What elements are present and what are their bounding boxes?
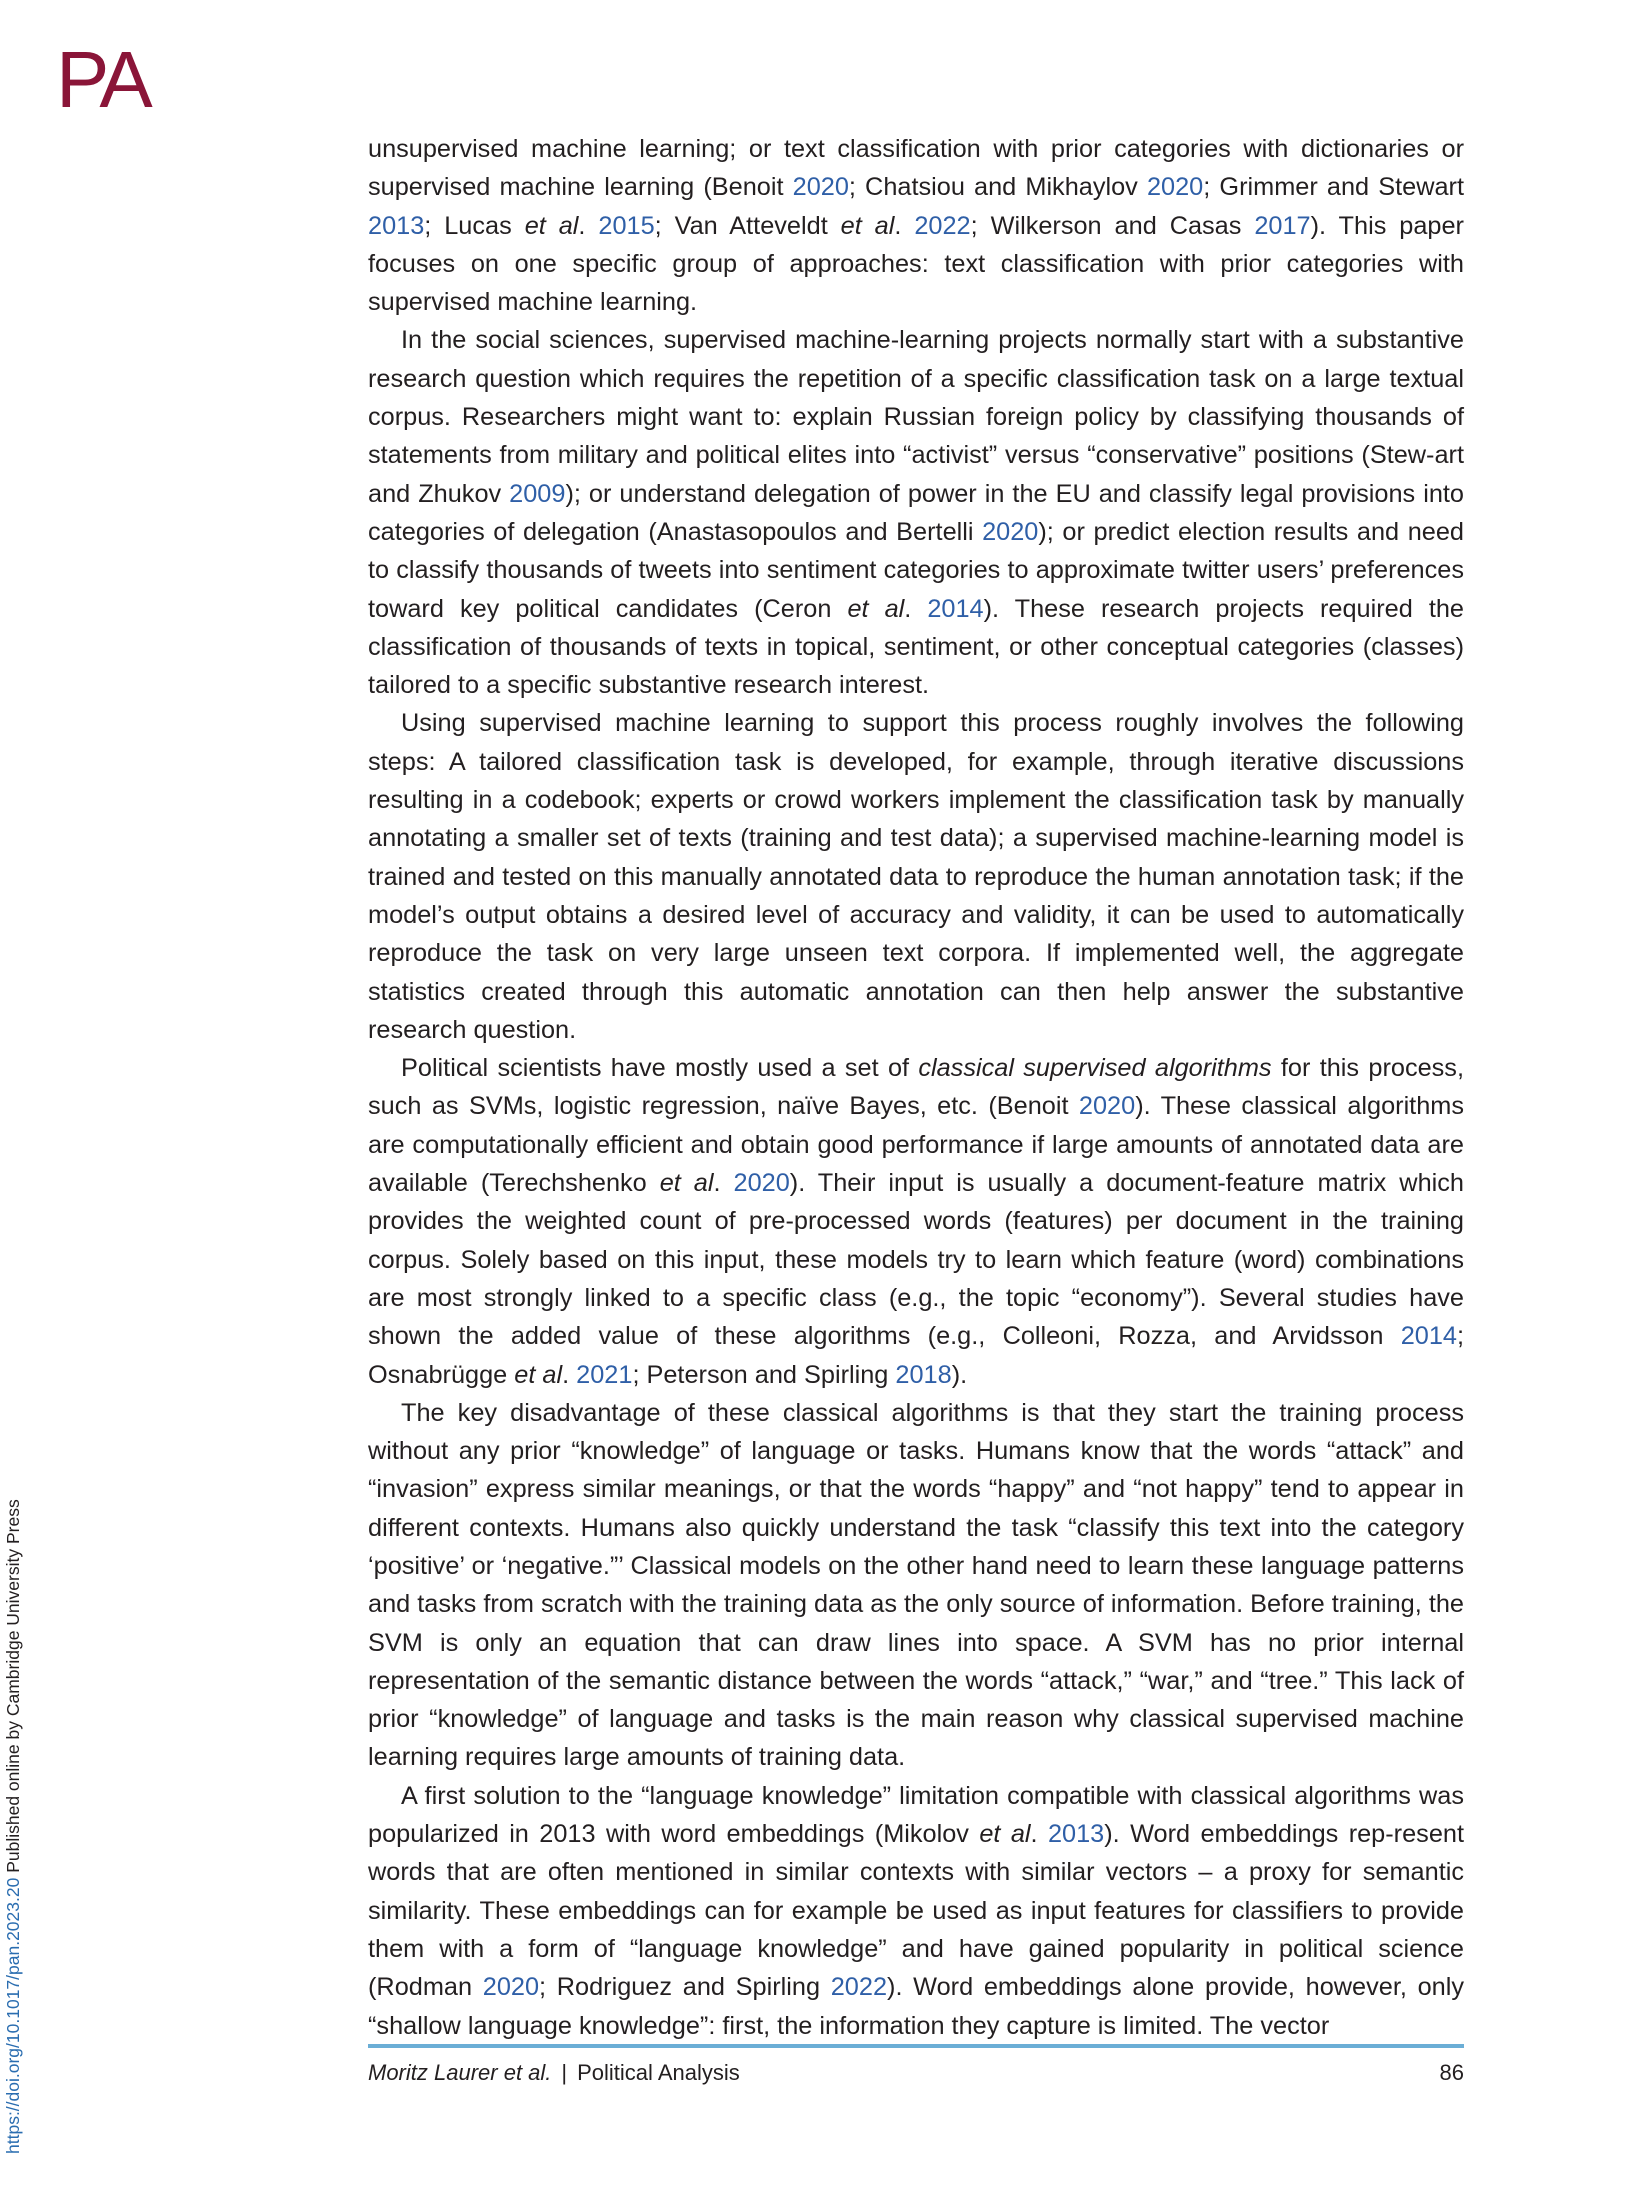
text-run: . bbox=[578, 211, 599, 240]
citation-year-link[interactable]: 2020 bbox=[1146, 173, 1204, 202]
text-run: ; Wilkerson and Casas bbox=[970, 211, 1255, 240]
citation-year-link[interactable]: 2021 bbox=[576, 1360, 633, 1389]
text-run: ; Van Atteveldt bbox=[654, 211, 841, 240]
italic-text: et al bbox=[659, 1169, 714, 1198]
text-run: ; Rodriguez and Spirling bbox=[539, 1973, 831, 2002]
paragraph-4 bbox=[368, 1049, 1464, 1394]
citation-year-link[interactable]: 2014 bbox=[927, 594, 984, 623]
text-run: ; Chatsiou and Mikhaylov bbox=[848, 173, 1147, 202]
footer-separator: | bbox=[561, 2060, 568, 2085]
citation-year-link[interactable]: 2009 bbox=[509, 479, 566, 508]
paragraph-3 bbox=[368, 704, 1464, 1049]
italic-text: classical supervised algorithms bbox=[918, 1054, 1272, 1083]
citation-year-link[interactable]: 2013 bbox=[368, 211, 425, 240]
citation-year-link[interactable]: 2014 bbox=[1400, 1322, 1457, 1351]
italic-text: et al bbox=[514, 1360, 563, 1389]
text-run: . bbox=[713, 1169, 734, 1198]
text-run: ). Word embeddings alone provide, however, only “shallow language knowledge”: first, the information they capture is limited. The vector bbox=[368, 1973, 1464, 2040]
text-run: ; Lucas bbox=[424, 211, 525, 240]
paragraph-1 bbox=[368, 130, 1464, 321]
footer-journal: Political Analysis bbox=[577, 2060, 740, 2085]
italic-text: et al bbox=[979, 1820, 1031, 1849]
text-run: ). These research projects required the classification of thousands of texts in topical, sentiment, or other conceptual categories (classes) tailored to a specific substantive research interest. bbox=[368, 594, 1464, 700]
text-run: . bbox=[894, 211, 915, 240]
paragraph-2 bbox=[368, 321, 1464, 704]
text-run: ). These classical algorithms are computationally efficient and obtain good performance if large amounts of annotated data are available (Terechshenko bbox=[368, 1092, 1465, 1198]
italic-text: et al bbox=[847, 594, 905, 623]
citation-year-link[interactable]: 2020 bbox=[482, 1973, 540, 2002]
text-run: A first solution to the “language knowledge” limitation compatible with classical algorithms was popularized in 2013 with word embeddings (Mikolov bbox=[368, 1781, 1464, 1849]
citation-year-link[interactable]: 2013 bbox=[1047, 1820, 1105, 1849]
text-run: In the social sciences, supervised machine-learning projects normally start with a substantive research question which requires the repetition of a specific classification task on a large textual corpus. Researchers might want to: explain Russian foreign policy by classifying thousands of statements from military and political elites into “activist” versus “conservative” positions (Stew-art and Zhukov bbox=[368, 326, 1464, 508]
doi-link[interactable]: https://doi.org/10.1017/pan.2023.20 bbox=[3, 1877, 23, 2154]
journal-logo: PA bbox=[56, 35, 149, 124]
body-text bbox=[368, 130, 1464, 2045]
text-run: ). This paper focuses on one specific group of approaches: text classification with prior categories with supervised machine learning. bbox=[368, 211, 1464, 317]
text-run: unsupervised machine learning; or text classification with prior categories with dictionaries or supervised machine learning (Benoit bbox=[368, 135, 1464, 202]
text-run: Using supervised machine learning to support this process roughly involves the following steps: A tailored classification task is developed, for example, through iterative discussions resulting in a codebook; experts or crowd workers implement the classification task by manually annotating a smaller set of texts (training and test data); a supervised machine-learning model is trained and tested on this manually annotated data to reproduce the human annotation task; if the model’s output obtains a desired level of accuracy and validity, it can be used to automatically reproduce the task on very large unseen text corpora. If implemented well, the aggregate statistics created through this automatic annotation can then help answer the substantive research question. bbox=[368, 709, 1464, 1044]
text-run: ). Word embeddings rep-resent words that are often mentioned in similar contexts with similar vectors – a proxy for semantic similarity. These embeddings can for example be used as input features for classifiers to provide them with a form of “language knowledge” and have gained popularity in political science (Rodman bbox=[368, 1820, 1464, 2002]
footer-authors: Moritz Laurer et al. bbox=[368, 2060, 552, 2085]
text-run: ). Their input is usually a document-feature matrix which provides the weighted count of pre-processed words (features) per document in the training corpus. Solely based on this input, these models try to learn which feature (word) combinations are most strongly linked to a specific class (e.g., the topic “economy”). Several studies have shown the added value of these algorithms (e.g., Colleoni, Rozza, and Arvidsson bbox=[368, 1169, 1464, 1351]
citation-year-link[interactable]: 2017 bbox=[1254, 211, 1311, 240]
text-run: ). bbox=[951, 1360, 968, 1389]
citation-year-link[interactable]: 2018 bbox=[895, 1360, 952, 1389]
citation-year-link[interactable]: 2022 bbox=[914, 211, 971, 240]
text-run: Political scientists have mostly used a set of bbox=[401, 1054, 919, 1083]
text-run: . bbox=[1030, 1820, 1048, 1849]
paragraph-6 bbox=[368, 1777, 1464, 2045]
citation-year-link[interactable]: 2020 bbox=[982, 517, 1039, 546]
text-run: The key disadvantage of these classical algorithms is that they start the training process without any prior “knowledge” of language or tasks. Humans know that the words “attack” and “invasion” express similar meanings, or that the words “happy” and “not happy” tend to appear in different contexts. Humans also quickly understand the task “classify this text into the category ‘positive’ or ‘negative.”’ Classical models on the other hand need to learn these language patterns and tasks from scratch with the training data as the only source of information. Before training, the SVM is only an equation that can draw lines into space. A SVM has no prior internal representation of the semantic distance between the words “attack,” “war,” and “tree.” This lack of prior “knowledge” of language and tasks is the main reason why classical supervised machine learning requires large amounts of training data. bbox=[368, 1398, 1464, 1772]
published-note: Published online by Cambridge University Press bbox=[3, 1499, 23, 1878]
page-number: 86 bbox=[1439, 2060, 1464, 2085]
text-run: ); or understand delegation of power in the EU and classify legal provisions into categories of delegation (Anastasopoulos and Bertelli bbox=[368, 479, 1464, 546]
citation-year-link[interactable]: 2020 bbox=[792, 173, 849, 202]
italic-text: et al bbox=[840, 211, 895, 240]
text-run: . bbox=[904, 594, 928, 623]
paragraph-5 bbox=[368, 1394, 1464, 1777]
text-run: . bbox=[562, 1360, 577, 1389]
text-run: ; Grimmer and Stewart bbox=[1203, 173, 1464, 202]
citation-year-link[interactable]: 2020 bbox=[733, 1169, 790, 1198]
text-run: ; Peterson and Spirling bbox=[632, 1360, 896, 1389]
italic-text: et al bbox=[524, 211, 579, 240]
text-run: ; Osnabrügge bbox=[368, 1322, 1464, 1389]
footer-rule bbox=[368, 2044, 1464, 2048]
page-footer bbox=[368, 2058, 1464, 2088]
citation-year-link[interactable]: 2015 bbox=[598, 211, 655, 240]
citation-year-link[interactable]: 2020 bbox=[1078, 1092, 1136, 1121]
text-run: for this process, such as SVMs, logistic regression, naïve Bayes, etc. (Benoit bbox=[368, 1054, 1464, 1121]
text-run: ); or predict election results and need to classify thousands of tweets into sentiment categories to approximate twitter users’ preferences toward key political candidates (Ceron bbox=[368, 517, 1464, 623]
citation-year-link[interactable]: 2022 bbox=[830, 1973, 888, 2002]
sidebar-doi-strip bbox=[0, 0, 30, 2200]
